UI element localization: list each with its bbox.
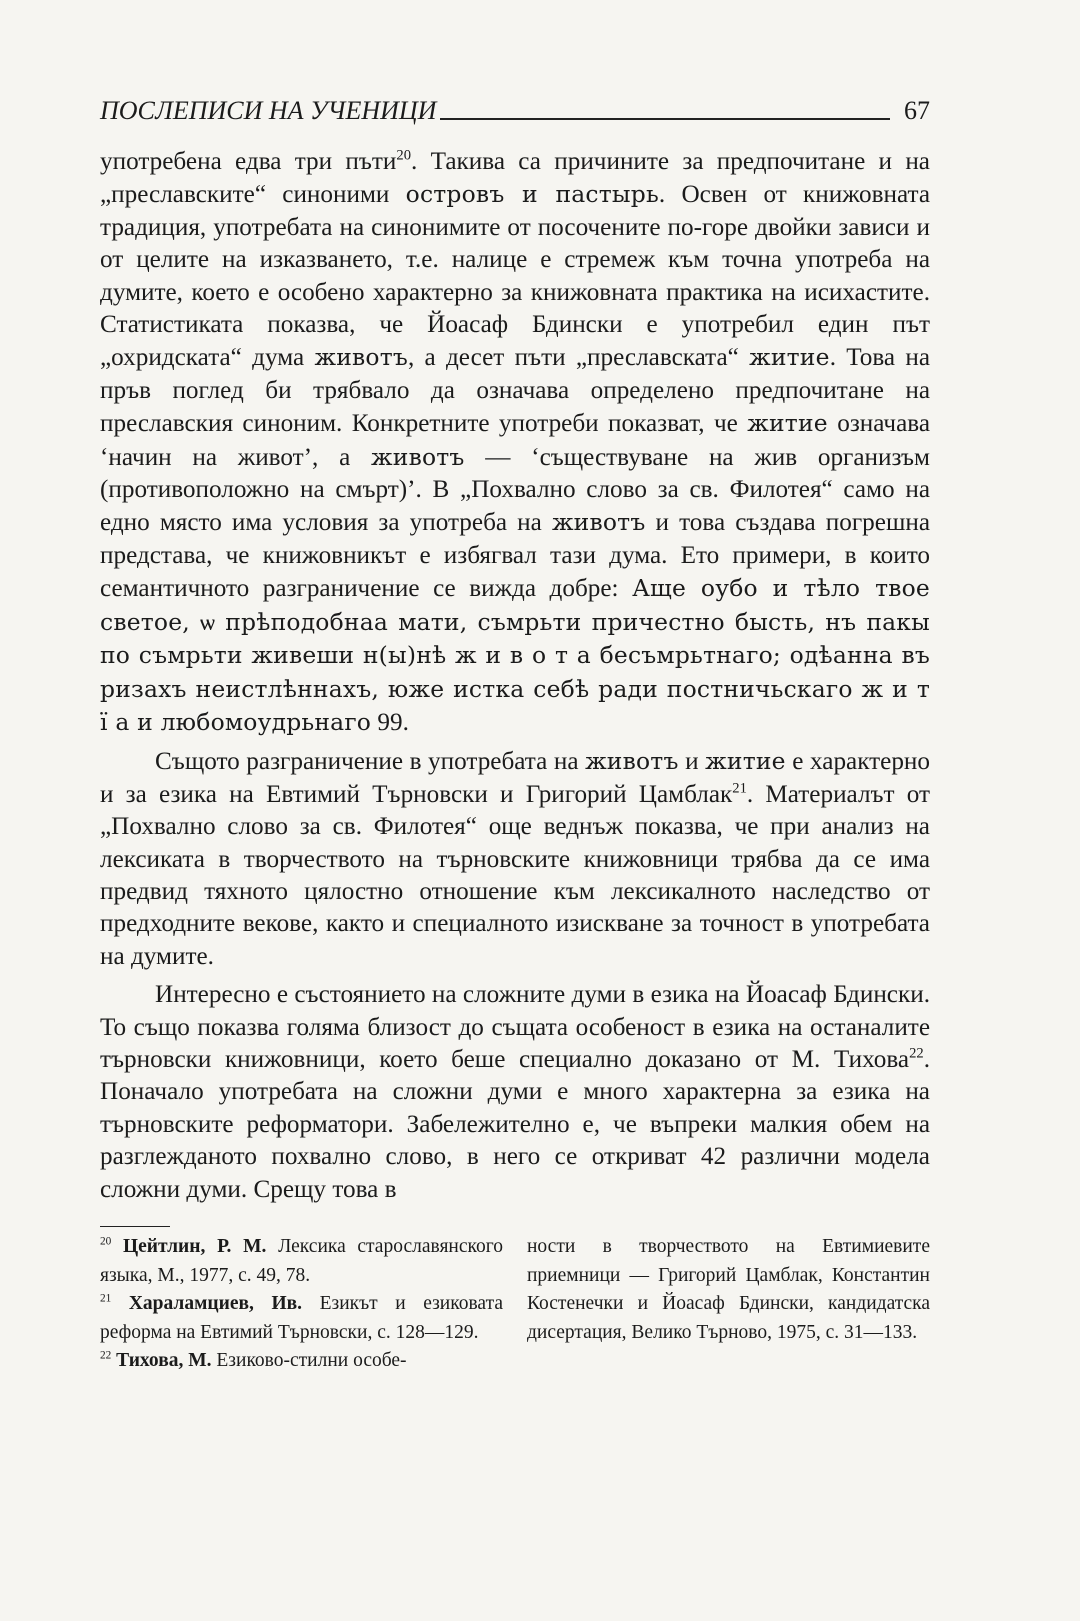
running-title: ПОСЛЕПИСИ НА УЧЕНИЦИ <box>100 96 437 125</box>
footnote-20: $^{20}$ Цейтлин, Р. М. Лексика старославянского языка, М., 1977, с. 49, 78. <box>100 1235 503 1286</box>
footnotes <box>100 1233 930 1376</box>
footnote-22-continued: ности в творчеството на Евтимиевите приемници — Григорий Цамблак, Константин Костенечки и Йоасаф Бдински, кандидатска дисертация, Велико Търново, 1975, с. 31—133. <box>527 1236 930 1343</box>
church-slavonic-term: животъ <box>371 442 465 471</box>
footnote-22: $^{22}$ Тихова, М. Езиково-стилни особе- <box>100 1349 407 1372</box>
footnote-ref-22: 22 <box>909 1045 924 1062</box>
body-text <box>100 146 930 1206</box>
footnote-column-right <box>527 1233 930 1376</box>
footnote-21: $^{21}$ Хараламциев, Ив. Езикът и езиковата реформа на Евтимий Търновски, с. 128—129. <box>100 1292 503 1343</box>
church-slavonic-term: житие <box>749 343 830 372</box>
church-slavonic-term: животъ <box>314 343 408 372</box>
book-page <box>100 90 930 1376</box>
footnote-ref-21: 21 <box>732 780 747 797</box>
church-slavonic-term: животъ <box>585 747 679 776</box>
running-head <box>100 90 930 126</box>
footnote-column-left <box>100 1233 503 1376</box>
church-slavonic-term: животъ <box>551 508 646 537</box>
footnote-ref-20: 20 <box>396 147 412 164</box>
church-slavonic-term: житие <box>705 747 786 776</box>
church-slavonic-term: житие <box>747 409 828 438</box>
header-rule <box>440 118 890 120</box>
page-number: 67 <box>904 96 930 125</box>
paragraph-3: Интересно е състоянието на сложните думи в езика на Йоасаф Бдински. То също показва голяма близост до същата особеност в езика на останалите търновски книжовници, което беше специално доказано от М. Тихова$^{22}$. Поначало употребата на сложни думи е много характерна за езика на търновските реформатори. Забележително е, че въпреки малкия обем на разглежданото похвално слово, в него се откриват 42 различни модела сложни думи. Срещу това в <box>100 981 930 1203</box>
paragraph-1: употребена едва три пъти$^{20}$. Такива са причините за предпочитане и на „преславските“ синоними островъ и пастырь. Освен от книжовната традиция, употребата на синонимите от посочените по-горе двойки зависи и от целите на изказването, т.е. налице е стремеж към точна употреба на думите, което е особено характерно за книжовната практика на исихастите. Статистиката показва, че Йоасаф Бдински е употребил един път „охридската“ дума животъ, а десет пъти „преславската“ житие. Това на пръв поглед би трябвало да означава определено предпочитане на преславския синоним. Конкретните употреби показват, че житие означава ‘начин на живот’, а животъ — ‘съществуване на жив организъм (противоположно на смърт)’. В „Похвално слово за св. Филотея“ само на едно място има условия за употреба на животъ и това създава погрешна представа, че книжовникът е избягвал тази дума. Ето примери, в които семантичното разграничение се вижда добре: Аще оубо и тѣло твое светое, ѡ прѣподобнаа мати, съмрьти причестно бысть, нъ пакы по съмрьти живеши н(ы)нѣ ж и в о т а бесъмрьтнаго; одѣанна въ ризахъ неистлѣннахъ, юже истка себѣ ради постничьскаго ж и т ї а и любомоудрьнаго 99. <box>100 147 931 736</box>
church-slavonic-term: островъ и пастырь <box>405 180 659 209</box>
church-slavonic-quotation: Аще оубо и тѣло твое светое, ѡ прѣподобнаа мати, съмрьти причестно бысть, нъ пакы по съмрьти живеши н(ы)нѣ ж и в о т а бесъмрьтнаго; одѣанна въ ризахъ неистлѣннахъ, юже истка себѣ ради постничьскаго ж и т ї а и любомоудрьнаго <box>100 574 930 736</box>
footnote-rule <box>100 1226 170 1227</box>
paragraph-2: Същото разграничение в употребата на животъ и житие е характерно и за езика на Евтимий Търновски и Григорий Цамблак$^{21}$. Материалът от „Похвално слово за св. Филотея“ още веднъж показва, че при анализ на лексиката в творчеството на търновските книжовници трябва да се има предвид тяхното цялостно отношение към лексикалното наследство от предходните векове, както и специалното изискване за точност в употребата на думите. <box>100 747 931 970</box>
